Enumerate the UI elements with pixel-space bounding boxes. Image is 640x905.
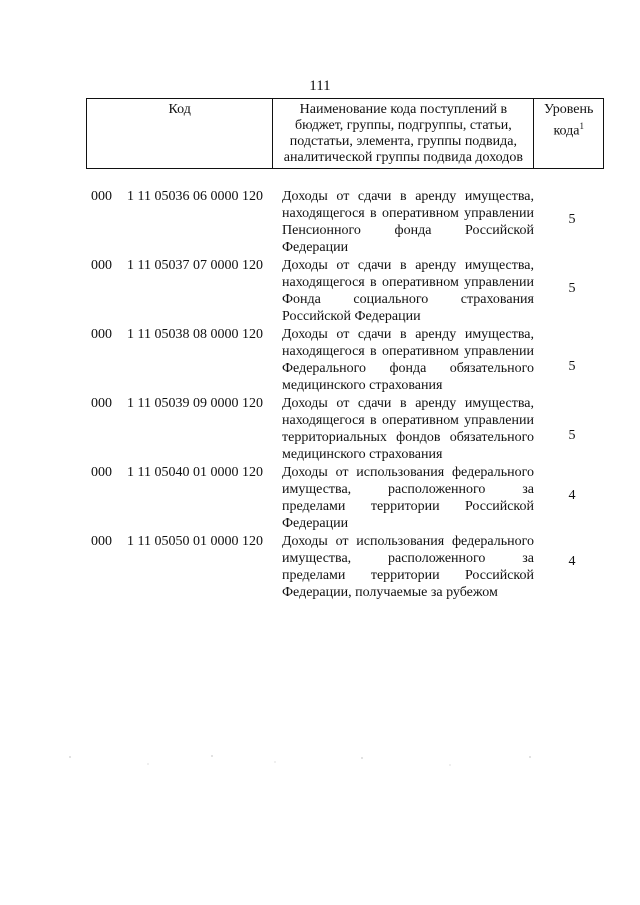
table-row bbox=[0, 326, 640, 394]
admin-code: 000 bbox=[91, 534, 112, 549]
admin-code: 000 bbox=[91, 189, 112, 204]
revenue-code: 1 11 05036 06 0000 120 bbox=[127, 189, 263, 204]
header-level-footnote: 1 bbox=[579, 121, 584, 131]
code-level: 5 bbox=[568, 359, 576, 374]
table-row bbox=[0, 464, 640, 532]
admin-code: 000 bbox=[91, 258, 112, 273]
code-level: 5 bbox=[568, 281, 576, 296]
header-level-label: Уровень кода bbox=[544, 102, 594, 139]
table-row bbox=[0, 188, 640, 256]
revenue-code: 1 11 05050 01 0000 120 bbox=[127, 534, 263, 549]
table-header bbox=[86, 98, 604, 169]
revenue-name: Доходы от сдачи в аренду имущества, находящегося в оперативном управлении Федерального фонда обязательного медицинского страхования bbox=[282, 327, 534, 393]
table-row bbox=[0, 395, 640, 463]
scan-specks bbox=[60, 752, 580, 772]
admin-code: 000 bbox=[91, 396, 112, 411]
revenue-code: 1 11 05040 01 0000 120 bbox=[127, 465, 263, 480]
revenue-name: Доходы от использования федерального имущества, расположенного за пределами территории Российской Федерации, получаемые за рубежом bbox=[282, 534, 534, 600]
revenue-name: Доходы от сдачи в аренду имущества, находящегося в оперативном управлении Пенсионного фонда Российской Федерации bbox=[282, 189, 534, 255]
code-level: 4 bbox=[568, 488, 576, 503]
revenue-code: 1 11 05039 09 0000 120 bbox=[127, 396, 263, 411]
table-row bbox=[0, 257, 640, 325]
admin-code: 000 bbox=[91, 327, 112, 342]
revenue-name: Доходы от сдачи в аренду имущества, находящегося в оперативном управлении территориальных фондов обязательного медицинского страхования bbox=[282, 396, 534, 462]
code-level: 5 bbox=[568, 428, 576, 443]
header-level bbox=[534, 99, 604, 169]
admin-code: 000 bbox=[91, 465, 112, 480]
revenue-code: 1 11 05037 07 0000 120 bbox=[127, 258, 263, 273]
code-level: 4 bbox=[568, 554, 576, 569]
page-number: 111 bbox=[309, 78, 331, 94]
revenue-code: 1 11 05038 08 0000 120 bbox=[127, 327, 263, 342]
table-header-row bbox=[87, 99, 604, 169]
header-code: Код bbox=[87, 99, 273, 169]
table-row bbox=[0, 533, 640, 601]
header-name: Наименование кода поступлений в бюджет, группы, подгруппы, статьи, подстатьи, элемента, группы подвида, аналитической группы подвида доходов bbox=[273, 99, 534, 169]
table-body bbox=[0, 188, 640, 602]
code-level: 5 bbox=[568, 212, 576, 227]
revenue-name: Доходы от сдачи в аренду имущества, находящегося в оперативном управлении Фонда социального страхования Российской Федерации bbox=[282, 258, 534, 324]
revenue-name: Доходы от использования федерального имущества, расположенного за пределами территории Российской Федерации bbox=[282, 465, 534, 531]
